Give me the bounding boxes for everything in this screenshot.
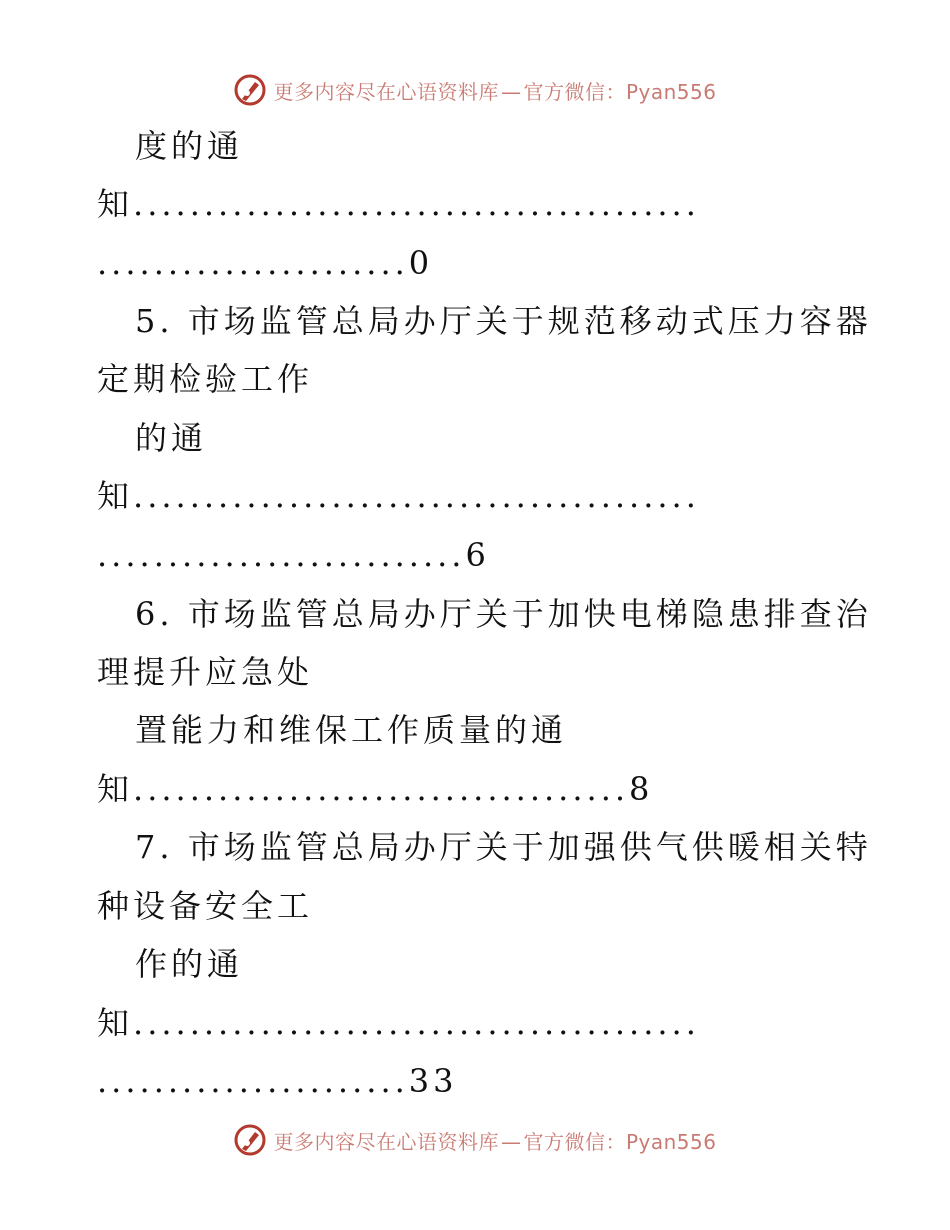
toc-text: 知 xyxy=(97,185,134,223)
toc-line: 置能力和维保工作质量的通 xyxy=(135,711,568,749)
banner-brand: 更多内容尽在心语资料库 xyxy=(273,1129,499,1154)
toc-text: 知 xyxy=(97,1004,134,1042)
toc-line xyxy=(97,1061,458,1101)
toc-line xyxy=(97,243,433,283)
toc-page-number: 0 xyxy=(408,244,434,282)
toc-line xyxy=(97,184,700,224)
toc-page-number: 6 xyxy=(465,536,490,574)
banner-wechat: 官方微信：Pyan556 xyxy=(523,1129,717,1154)
toc-line: 理提升应急处 xyxy=(97,653,314,691)
toc-leader-dots: ........................................ xyxy=(133,1004,700,1042)
toc-line xyxy=(97,769,653,809)
toc-leader-dots: ...................... xyxy=(97,1062,409,1100)
toc-entry-title[interactable]: 6. 市场监管总局办厅关于加快电梯隐患排查治 xyxy=(135,595,872,633)
quill-logo-icon xyxy=(233,1123,267,1157)
toc-text: 知 xyxy=(97,770,134,808)
toc-line: 作的通 xyxy=(135,945,244,983)
footer-banner xyxy=(0,1118,950,1162)
banner-wechat: 官方微信：Pyan556 xyxy=(523,79,717,104)
toc-leader-dots: ........................................ xyxy=(133,477,700,515)
banner-text xyxy=(273,1126,716,1155)
toc-page-number: 33 xyxy=(408,1062,458,1100)
toc-page-number: 8 xyxy=(629,770,654,808)
toc-entry-title[interactable]: 7. 市场监管总局办厅关于加强供气供暖相关特 xyxy=(135,828,872,866)
toc-leader-dots: .......................... xyxy=(97,536,466,574)
toc-text: 知 xyxy=(97,477,134,515)
toc-entry-title[interactable]: 5. 市场监管总局办厅关于规范移动式压力容器 xyxy=(135,302,872,340)
toc-line xyxy=(97,1003,700,1043)
banner-dash: — xyxy=(500,79,522,104)
toc-line: 度的通 xyxy=(135,127,244,165)
banner-dash: — xyxy=(500,1129,522,1154)
banner-brand: 更多内容尽在心语资料库 xyxy=(273,79,499,104)
toc-leader-dots: ................................... xyxy=(133,770,630,808)
toc-leader-dots: ...................... xyxy=(97,244,409,282)
toc-line xyxy=(97,535,490,575)
toc-leader-dots: ........................................ xyxy=(133,185,700,223)
toc-line: 种设备安全工 xyxy=(97,887,314,925)
toc-line: 定期检验工作 xyxy=(97,360,314,398)
toc-line xyxy=(97,476,700,516)
toc-line: 的通 xyxy=(135,419,208,457)
